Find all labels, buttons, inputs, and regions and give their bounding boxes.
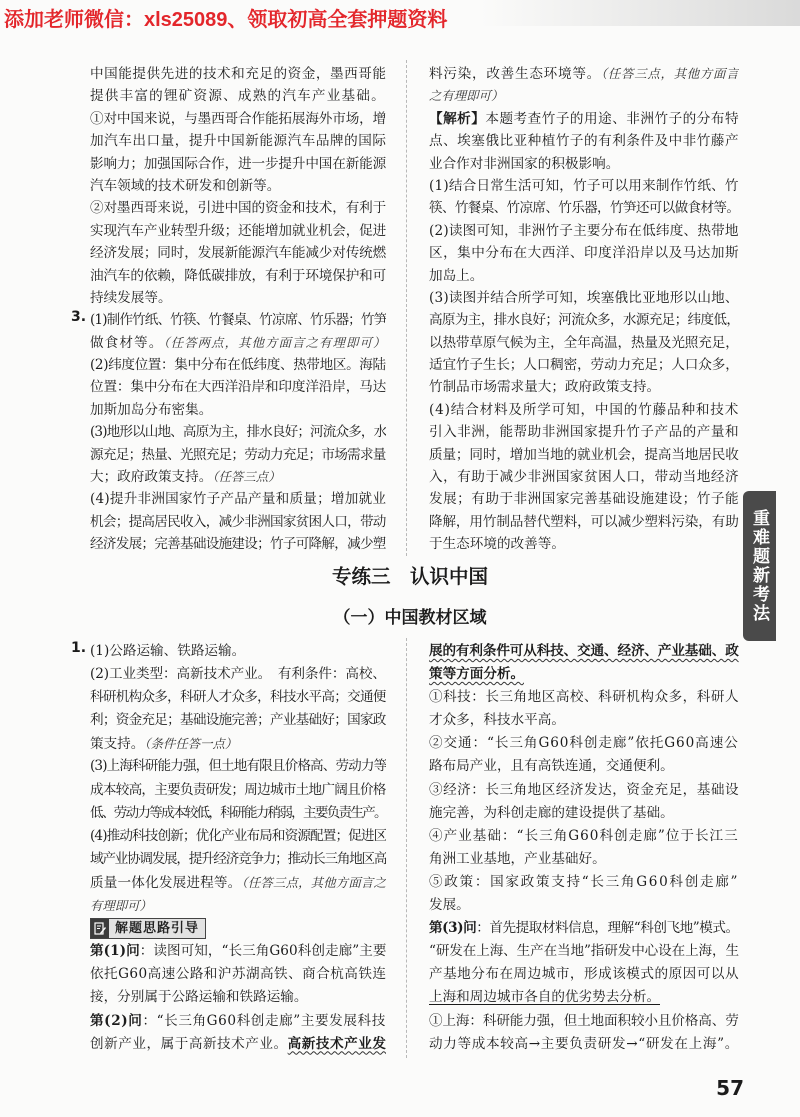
text-line-content: 持续发展等。 xyxy=(90,289,172,306)
text-line xyxy=(90,894,386,917)
text-line-content: 发展。 xyxy=(429,897,470,914)
text-line xyxy=(429,85,739,107)
text-line xyxy=(429,130,739,152)
text-line xyxy=(429,940,739,963)
answer-note: 之有理即可） xyxy=(429,88,504,104)
text-line xyxy=(429,871,739,894)
text-line xyxy=(90,779,386,802)
text-line xyxy=(90,466,386,488)
underlined-text: 上海和周边城市各自的优劣势去分析。 xyxy=(429,989,661,1006)
text-line xyxy=(429,108,739,130)
key-point-emphasis: 展的有利条件可从科技、交通、经济、产业基础、政 xyxy=(429,643,739,659)
text-line-content: 接，分别属于公路运输和铁路运输。 xyxy=(90,989,308,1006)
text-line-content: 适宜竹子生长；人口稠密，劳动力充足；人口众多， xyxy=(429,357,739,374)
text-line-content: 位置：集中分布在大西洋沿岸和印度洋沿岸，马达 xyxy=(90,379,386,396)
text-line xyxy=(90,709,386,732)
text-line-content: 成本较高，主要负责研发；周边城市土地广阔且价格 xyxy=(90,781,386,798)
bold-label: 第(2)问 xyxy=(90,1012,143,1029)
text-line xyxy=(90,130,386,152)
text-line-content: 油汽车的依赖，降低碳排放，有利于环境保护和可 xyxy=(90,267,386,284)
text-line-content: 路布局产业，且有高铁连通，交通便利。 xyxy=(429,758,674,775)
text-line-content: 机会；提高居民收入，减少非洲国家贫困人口，带动 xyxy=(90,513,386,530)
text-line-content: 影响力；加强国际合作，进一步提升中国在新能源 xyxy=(90,155,386,172)
text-line xyxy=(90,755,386,778)
side-tab-label: 重难题新考法 xyxy=(743,491,776,641)
text-line xyxy=(90,153,386,175)
text-line xyxy=(90,533,386,555)
text-line xyxy=(429,287,739,309)
text-segment: 做食材等。 xyxy=(90,334,164,351)
text-segment: 料污染，改善生态环境等。 xyxy=(429,66,601,82)
text-line-content xyxy=(90,332,386,354)
text-line-content: 低、劳动力等成本较低，科研能力稍弱，主要负责生产。 xyxy=(90,804,386,821)
text-line-content: 依托G60高速公路和沪苏湖高铁、商合杭高铁连 xyxy=(90,966,386,983)
text-line xyxy=(429,309,739,331)
scan-noise-band xyxy=(480,0,800,26)
text-line-content: ①科技：长三角地区高校、科研机构众多，科研人 xyxy=(429,689,739,706)
text-line-content: 经济发展；完善基础设施建设；竹子可降解，减少塑 xyxy=(90,536,386,553)
text-line xyxy=(429,755,739,778)
text-line xyxy=(90,220,386,242)
text-line xyxy=(71,640,386,663)
promo-banner-text: 添加老师微信：xls25089、领取初高全套押题资料 xyxy=(4,9,448,31)
text-line xyxy=(90,802,386,825)
text-line xyxy=(90,376,386,398)
text-line xyxy=(429,197,739,219)
solution-guide-label: 解题思路引导 xyxy=(115,921,200,937)
text-line-content: 筷、竹餐桌、竹凉席、竹乐器，竹笋还可以做食材等。 xyxy=(429,200,739,217)
text-line-content xyxy=(429,108,739,130)
key-point-emphasis: 高新技术产业发 xyxy=(287,1035,386,1052)
text-line xyxy=(90,265,386,287)
text-line xyxy=(90,287,386,309)
text-line-content xyxy=(429,85,503,107)
text-line-content: (3)读图并结合所学可知，埃塞俄比亚地形以山地、 xyxy=(429,289,739,306)
text-line-content: 中国能提供先进的技术和充足的资金，墨西哥能 xyxy=(90,66,386,82)
text-line xyxy=(429,220,739,242)
text-line-content: (4)推动科技创新；优化产业布局和资源配置；促进区 xyxy=(90,827,386,844)
text-line xyxy=(90,663,386,686)
text-line-content xyxy=(90,466,281,488)
text-line xyxy=(429,265,739,287)
text-line xyxy=(429,709,739,732)
text-line xyxy=(90,421,386,443)
text-line xyxy=(90,242,386,264)
text-line-content: (2)读图可知，非洲竹子主要分布在低纬度、热带地 xyxy=(429,222,739,239)
text-line-content: 业合作对非洲国家的积极影响。 xyxy=(429,155,620,172)
text-segment: 本题考查竹子的用途、非洲竹子的分布特 xyxy=(485,110,739,127)
text-line-content: 汽车领域的技术研发和创新等。 xyxy=(90,177,281,194)
text-line-content xyxy=(90,732,237,756)
text-line-content: 域产业协调发展，提升经济竞争力；推动长三角地区高 xyxy=(90,850,386,867)
text-line xyxy=(429,444,739,466)
text-line-content xyxy=(90,940,386,963)
text-line-content: ②交通：“长三角G60科创走廊”依托G60高速公 xyxy=(429,735,739,752)
text-line-content: ③经济：长三角地区经济发达，资金充足，基础设 xyxy=(429,781,739,798)
text-line-content xyxy=(90,1033,386,1056)
text-line-content: 降解，用竹制品替代塑料，可以减少塑料污染，有助 xyxy=(429,513,739,530)
text-line-content: ⑤政策：国家政策支持“长三角G60科创走廊” xyxy=(429,873,739,890)
text-line xyxy=(429,354,739,376)
text-line xyxy=(429,466,739,488)
text-line xyxy=(71,309,386,331)
text-line-content: 实现汽车产业转型升级；还能增加就业机会，促进 xyxy=(90,222,386,239)
answer-column-bottom-left xyxy=(71,640,386,1056)
text-line xyxy=(90,85,386,107)
answer-column-bottom-right xyxy=(429,640,739,1056)
column-divider-top xyxy=(406,60,407,556)
answer-note: 有理即可） xyxy=(90,898,152,914)
solution-guide-badge xyxy=(90,918,206,939)
answer-note: （条件任答一点） xyxy=(144,736,238,752)
text-line xyxy=(429,986,739,1009)
text-line xyxy=(429,848,739,871)
text-line xyxy=(429,640,739,663)
text-line-content xyxy=(429,917,739,940)
text-line-content: 加汽车出口量，提升中国新能源汽车品牌的国际 xyxy=(90,133,386,150)
text-line-content: 于生态环境的改善等。 xyxy=(429,536,565,553)
text-line xyxy=(90,108,386,130)
text-line xyxy=(429,153,739,175)
answer-note: （任答三点，其他方面言之 xyxy=(241,874,386,890)
text-line-content: 发展；有助于非洲国家完善基础设施建设；竹子能 xyxy=(429,491,739,508)
answer-note: （任答三点） xyxy=(212,469,281,485)
text-line xyxy=(90,825,386,848)
text-line-content: 施完善，为科创走廊的建设提供了基础。 xyxy=(429,804,674,821)
text-line-content: 区，集中分布在大西洋、印度洋沿岸以及马达加斯 xyxy=(429,245,739,262)
text-segment: ：读图可知，“长三角G60科创走廊”主要 xyxy=(139,943,386,960)
text-line-content: 质量；同时，增加当地的就业机会，提高当地居民收 xyxy=(429,446,739,463)
text-segment: 策支持。 xyxy=(90,736,145,753)
text-line xyxy=(90,917,386,940)
text-line xyxy=(429,732,739,755)
text-line xyxy=(90,511,386,533)
text-line-content: 加斯加岛分布密集。 xyxy=(90,401,213,418)
text-line xyxy=(90,63,386,85)
bold-label: 第(1)问 xyxy=(90,943,140,960)
text-line-content xyxy=(429,640,739,663)
text-line-content: ①对中国来说，与墨西哥合作能拓展海外市场，增 xyxy=(90,110,386,127)
text-line xyxy=(429,533,739,555)
text-line-content: (4)结合材料及所学可知，中国的竹藤品种和技术 xyxy=(429,401,739,418)
text-line-content: 入，有助于减少非洲国家贫困人口，带动当地经济 xyxy=(429,469,739,486)
text-line xyxy=(429,963,739,986)
text-line xyxy=(429,488,739,510)
text-line-content xyxy=(429,663,524,686)
answer-column-top-right xyxy=(429,63,739,556)
column-divider-bottom xyxy=(406,638,407,1058)
text-line-content: 提供丰富的锂矿资源、成熟的汽车产业基础。 xyxy=(90,88,386,105)
text-segment: 大；政府政策支持。 xyxy=(90,469,213,486)
text-line xyxy=(429,894,739,917)
text-line xyxy=(429,376,739,398)
text-line-content: “研发在上海、生产在当地”指研发中心设在上海，生 xyxy=(429,943,739,960)
question-number: 1. xyxy=(71,640,87,656)
text-line xyxy=(429,242,739,264)
text-line xyxy=(429,63,739,85)
text-line-content: 利；资金充足；基础设施完善；产业基础好；国家政 xyxy=(90,712,386,729)
text-line xyxy=(429,1033,739,1056)
text-line-content: 高原为主，排水良好；河流众多，水源充足；纬度低， xyxy=(429,312,739,329)
text-line xyxy=(90,488,386,510)
text-line xyxy=(429,511,739,533)
text-segment: ：首先提取材料信息，理解“科创飞地”模式。 xyxy=(476,920,739,937)
text-line xyxy=(90,732,386,755)
text-line-content: ①上海：科研能力强，但土地面积较小且价格高、劳 xyxy=(429,1012,739,1029)
text-line xyxy=(90,963,386,986)
text-line xyxy=(90,399,386,421)
text-line xyxy=(90,1033,386,1056)
text-line-content: (2)工业类型：高新技术产业。 有利条件：高校、 xyxy=(90,666,386,683)
text-line xyxy=(90,444,386,466)
section-title: 专练三 认识中国 xyxy=(331,565,488,588)
answer-note: （任答两点，其他方面言之有理即可） xyxy=(163,334,386,350)
answer-note: （任答三点，其他方面言 xyxy=(601,66,739,81)
text-line xyxy=(90,354,386,376)
text-line xyxy=(90,686,386,709)
text-line-content: (3)上海科研能力强，但土地有限且价格高、劳动力等 xyxy=(90,758,386,775)
bold-label: 第(3)问 xyxy=(429,920,477,937)
text-line-content: 以热带草原气候为主，全年高温，热量及光照充足， xyxy=(429,334,739,351)
text-line xyxy=(429,421,739,443)
text-line xyxy=(429,802,739,825)
text-line-content: ②对墨西哥来说，引进中国的资金和技术，有利于 xyxy=(90,200,386,217)
text-line xyxy=(90,175,386,197)
text-line-content: (1)制作竹纸、竹筷、竹餐桌、竹凉席、竹乐器；竹笋 xyxy=(90,312,386,329)
text-line xyxy=(429,779,739,802)
text-line xyxy=(429,825,739,848)
text-line xyxy=(429,1010,739,1033)
text-line xyxy=(90,940,386,963)
page-number: 57 xyxy=(716,1076,744,1100)
text-line xyxy=(90,197,386,219)
text-line-content: 竹制品市场需求量大；政府政策支持。 xyxy=(429,379,661,396)
text-line xyxy=(429,917,739,940)
pencil-note-icon xyxy=(91,919,109,938)
text-line xyxy=(429,686,739,709)
text-line-content xyxy=(90,1010,386,1033)
question-number: 3. xyxy=(71,309,87,326)
text-line-content: (1)公路运输、铁路运输。 xyxy=(90,643,246,659)
text-line-content xyxy=(90,894,152,918)
text-line xyxy=(90,1010,386,1033)
text-line-content: (1)结合日常生活可知，竹子可以用来制作竹纸、竹 xyxy=(429,177,739,194)
text-line-content: (3)地形以山地、高原为主，排水良好；河流众多，水 xyxy=(90,424,386,441)
text-line-content: 才众多，科技水平高。 xyxy=(429,712,565,729)
text-line xyxy=(90,332,386,354)
text-line xyxy=(90,848,386,871)
text-line-content: (2)纬度位置：集中分布在低纬度、热带地区。海陆 xyxy=(90,357,386,374)
text-line-content: 动力等成本较高→主要负责研发→“研发在上海”。 xyxy=(429,1035,739,1052)
text-line xyxy=(429,663,739,686)
text-line-content: (4)提升非洲国家竹子产品产量和质量；增加就业 xyxy=(90,491,386,508)
text-line-content: 角洲工业基地，产业基础好。 xyxy=(429,850,606,867)
text-line xyxy=(429,399,739,421)
text-line-content: 科研机构众多，科研人才众多，科技水平高；交通便 xyxy=(90,689,386,706)
text-line-content xyxy=(429,63,739,85)
text-line-content xyxy=(429,986,660,1009)
text-line xyxy=(90,986,386,1009)
text-line-content: 引入非洲，能帮助非洲国家提升竹子产品的产量和 xyxy=(429,424,739,441)
text-line xyxy=(90,871,386,894)
bold-label: 【解析】 xyxy=(429,110,486,127)
text-segment: 创新产业，属于高新技术产业。 xyxy=(90,1035,288,1052)
subsection-title: （一）中国教材区域 xyxy=(333,608,487,628)
key-point-emphasis: 策等方面分析。 xyxy=(429,666,525,683)
text-line-content: ④产业基础：“长三角G60科创走廊”位于长江三 xyxy=(429,827,739,844)
answer-column-top-left xyxy=(71,63,386,556)
text-line-content xyxy=(90,871,386,895)
text-line-content: 源充足；热量、光照充足；劳动力充足；市场需求量 xyxy=(90,446,386,463)
text-line-content: 产基地分布在周边城市，形成该模式的原因可以从 xyxy=(429,966,739,983)
text-line-content: 加岛上。 xyxy=(429,267,484,284)
text-segment: ：“长三角G60科创走廊”主要发展科技 xyxy=(142,1012,386,1029)
text-line-content: 点、埃塞俄比亚种植竹子的有利条件及中非竹藤产 xyxy=(429,133,739,150)
text-segment: 质量一体化发展进程等。 xyxy=(90,874,242,891)
text-line-content: 经济发展；同时，发展新能源汽车能减少对传统燃 xyxy=(90,245,386,262)
text-line xyxy=(429,175,739,197)
text-line xyxy=(429,332,739,354)
